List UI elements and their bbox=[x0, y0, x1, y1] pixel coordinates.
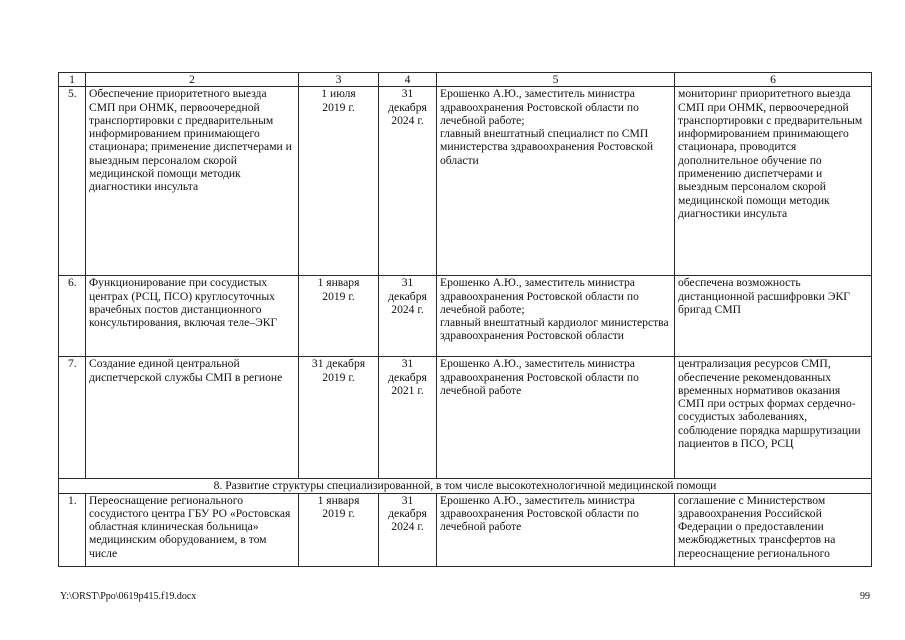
start-date-cell: 31 декабря 2019 г. bbox=[299, 357, 379, 479]
row-number: 6. bbox=[59, 276, 86, 357]
end-date-cell: 31 декабря 2024 г. bbox=[379, 87, 437, 276]
column-number-cell: 2 bbox=[86, 73, 299, 87]
result-cell: соглашение с Министерством здравоохранения Российской Федерации о предоставлении межбюджетных трансфертов на переоснащение регионального bbox=[675, 493, 872, 566]
column-number-cell: 5 bbox=[437, 73, 675, 87]
section-title: 8. Развитие структуры специализированной, в том числе высокотехнологичной медицинской помощи bbox=[59, 479, 872, 493]
column-number-cell: 4 bbox=[379, 73, 437, 87]
plan-table bbox=[58, 72, 872, 567]
end-date-cell: 31 декабря 2021 г. bbox=[379, 357, 437, 479]
result-cell: централизация ресурсов СМП, обеспечение рекомендованных временных нормативов оказания СМП при острых формах сердечно-сосудистых заболеваниях, соблюдение порядка маршрутизации пациентов в ПСО, РСЦ bbox=[675, 357, 872, 479]
document-path: Y:\ORST\Ppo\0619p415.f19.docx bbox=[60, 591, 197, 602]
table-row bbox=[59, 357, 872, 479]
result-cell: мониторинг приоритетного выезда СМП при ОНМК, первоочередной транспортировки с предварительным информированием принимающего стационара, проводится дополнительное обучение по применению диспетчерами и выездным персоналом скорой медицинской помощи методик диагностики инсульта bbox=[675, 87, 872, 276]
table-row bbox=[59, 276, 872, 357]
action-cell: Переоснащение регионального сосудистого центра ГБУ РО «Ростовская областная клиническая больница» медицинским оборудованием, в том числе bbox=[86, 493, 299, 566]
column-number-cell: 1 bbox=[59, 73, 86, 87]
column-number-cell: 6 bbox=[675, 73, 872, 87]
row-number: 5. bbox=[59, 87, 86, 276]
end-date-cell: 31 декабря 2024 г. bbox=[379, 493, 437, 566]
action-cell: Обеспечение приоритетного выезда СМП при ОНМК, первоочередной транспортировки с предварительным информированием принимающего стационара; применение диспетчерами и выездным персоналом скорой медицинской помощи методик диагностики инсульта bbox=[86, 87, 299, 276]
start-date-cell: 1 января 2019 г. bbox=[299, 276, 379, 357]
row-number: 1. bbox=[59, 493, 86, 566]
table-row bbox=[59, 87, 872, 276]
table-row bbox=[59, 493, 872, 566]
action-cell: Создание единой центральной диспетчерской службы СМП в регионе bbox=[86, 357, 299, 479]
page-number: 99 bbox=[860, 591, 870, 602]
end-date-cell: 31 декабря 2024 г. bbox=[379, 276, 437, 357]
start-date-cell: 1 июля 2019 г. bbox=[299, 87, 379, 276]
responsible-cell: Ерошенко А.Ю., заместитель министра здравоохранения Ростовской области по лечебной работе bbox=[437, 357, 675, 479]
row-number: 7. bbox=[59, 357, 86, 479]
column-number-row bbox=[59, 73, 872, 87]
result-cell: обеспечена возможность дистанционной расшифровки ЭКГ бригад СМП bbox=[675, 276, 872, 357]
section-header-row bbox=[59, 479, 872, 493]
action-cell: Функционирование при сосудистых центрах (РСЦ, ПСО) круглосуточных врачебных постов дистанционного консультирования, включая теле–ЭКГ bbox=[86, 276, 299, 357]
column-number-cell: 3 bbox=[299, 73, 379, 87]
start-date-cell: 1 января 2019 г. bbox=[299, 493, 379, 566]
responsible-cell: Ерошенко А.Ю., заместитель министра здравоохранения Ростовской области по лечебной работе; главный внештатный кардиолог министерства здравоохранения Ростовской области bbox=[437, 276, 675, 357]
responsible-cell: Ерошенко А.Ю., заместитель министра здравоохранения Ростовской области по лечебной работе bbox=[437, 493, 675, 566]
responsible-cell: Ерошенко А.Ю., заместитель министра здравоохранения Ростовской области по лечебной работе; главный внештатный специалист по СМП министерства здравоохранения Ростовской области bbox=[437, 87, 675, 276]
